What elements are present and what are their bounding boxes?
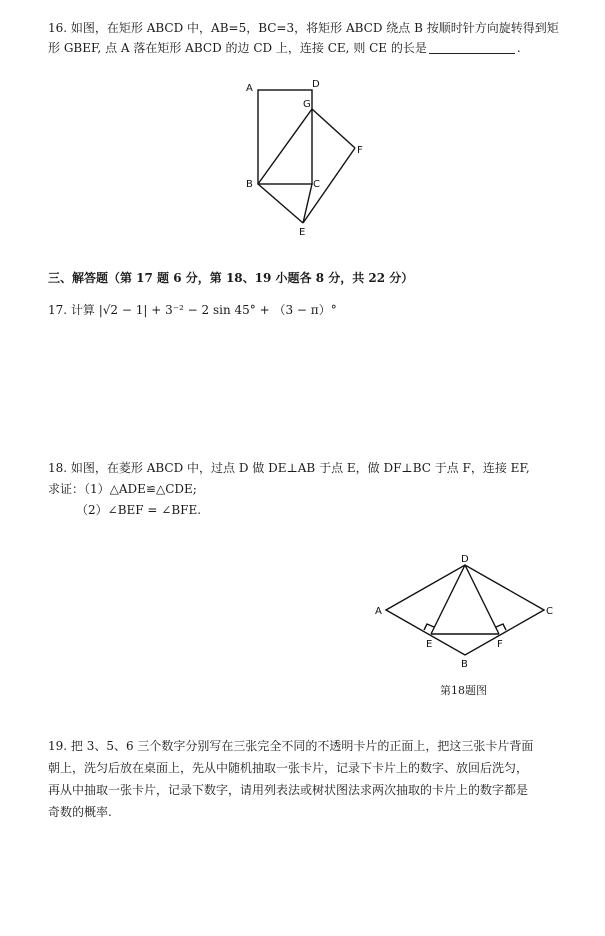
q18-figure-caption: 第18题图 [440, 684, 487, 697]
q19-text-line1: 19. 把 3、5、6 三个数字分别写在三张完全不同的不透明卡片的正面上，把这三张卡片背面 [48, 739, 534, 753]
q18-label-f: F [497, 639, 503, 650]
q16-segment-bg [258, 109, 312, 184]
q16-text-line2-main: 形 GBEF, 点 A 落在矩形 ABCD 的边 CD 上，连接 CE, 则 CE 的长是 [48, 41, 427, 55]
q19-text-line2: 朝上，洗匀后放在桌面上，先从中随机抽取一张卡片，记录下卡片上的数字、放回后洗匀， [48, 761, 529, 775]
q18-text-line2: 求证：（1）△ADE≌△CDE; [48, 482, 197, 496]
q17-answer-area[interactable] [48, 325, 568, 450]
q18-figure [370, 555, 560, 675]
q18-rhombus-abcd [386, 565, 544, 655]
q18-right-angle-e [424, 624, 434, 630]
q16-label-f: F [357, 145, 363, 156]
q18-right-angle-f [496, 624, 506, 630]
q18-label-d: D [461, 554, 469, 565]
q16-label-b: B [246, 179, 253, 190]
q19-text-line3: 再从中抽取一张卡片，记录下数字，请用列表法或树状图法求两次抽取的卡片上的数字都是 [48, 783, 529, 797]
q16-segment-be [258, 184, 303, 223]
q16-label-e: E [299, 227, 306, 238]
q16-label-c: C [313, 179, 320, 190]
q16-label-d: D [312, 79, 320, 90]
q16-segment-fe [303, 148, 355, 223]
q16-segment-gf [312, 109, 355, 148]
q17-text: 17. 计算 |√2 − 1| + 3⁻² − 2 sin 45° + （3 − π）° [48, 303, 337, 317]
q16-label-g: G [303, 99, 311, 110]
q16-text-line2-end: . [516, 41, 521, 55]
q19-text-line4: 奇数的概率. [48, 805, 112, 819]
q16-answer-blank[interactable] [429, 41, 515, 54]
q18-label-b: B [461, 659, 468, 670]
q18-label-c: C [546, 606, 553, 617]
q18-label-e: E [426, 639, 433, 650]
q18-label-a: A [375, 606, 382, 617]
q16-text-line1: 16. 如图，在矩形 ABCD 中，AB=5，BC=3，将矩形 ABCD 绕点 B 按顺时针方向旋转得到矩 [48, 21, 559, 35]
q18-text-line1: 18. 如图，在菱形 ABCD 中，过点 D 做 DE⊥AB 于点 E，做 DF⊥BC 于点 F，连接 EF, [48, 461, 530, 475]
q19-answer-area[interactable] [48, 828, 568, 923]
q16-text-line2 [48, 40, 521, 56]
q16-label-a: A [246, 83, 253, 94]
q18-text-line3: （2）∠BEF = ∠BFE. [76, 503, 202, 517]
section3-heading: 三、解答题（第 17 题 6 分，第 18、19 小题各 8 分，共 22 分） [48, 271, 414, 285]
q16-figure [240, 75, 380, 240]
